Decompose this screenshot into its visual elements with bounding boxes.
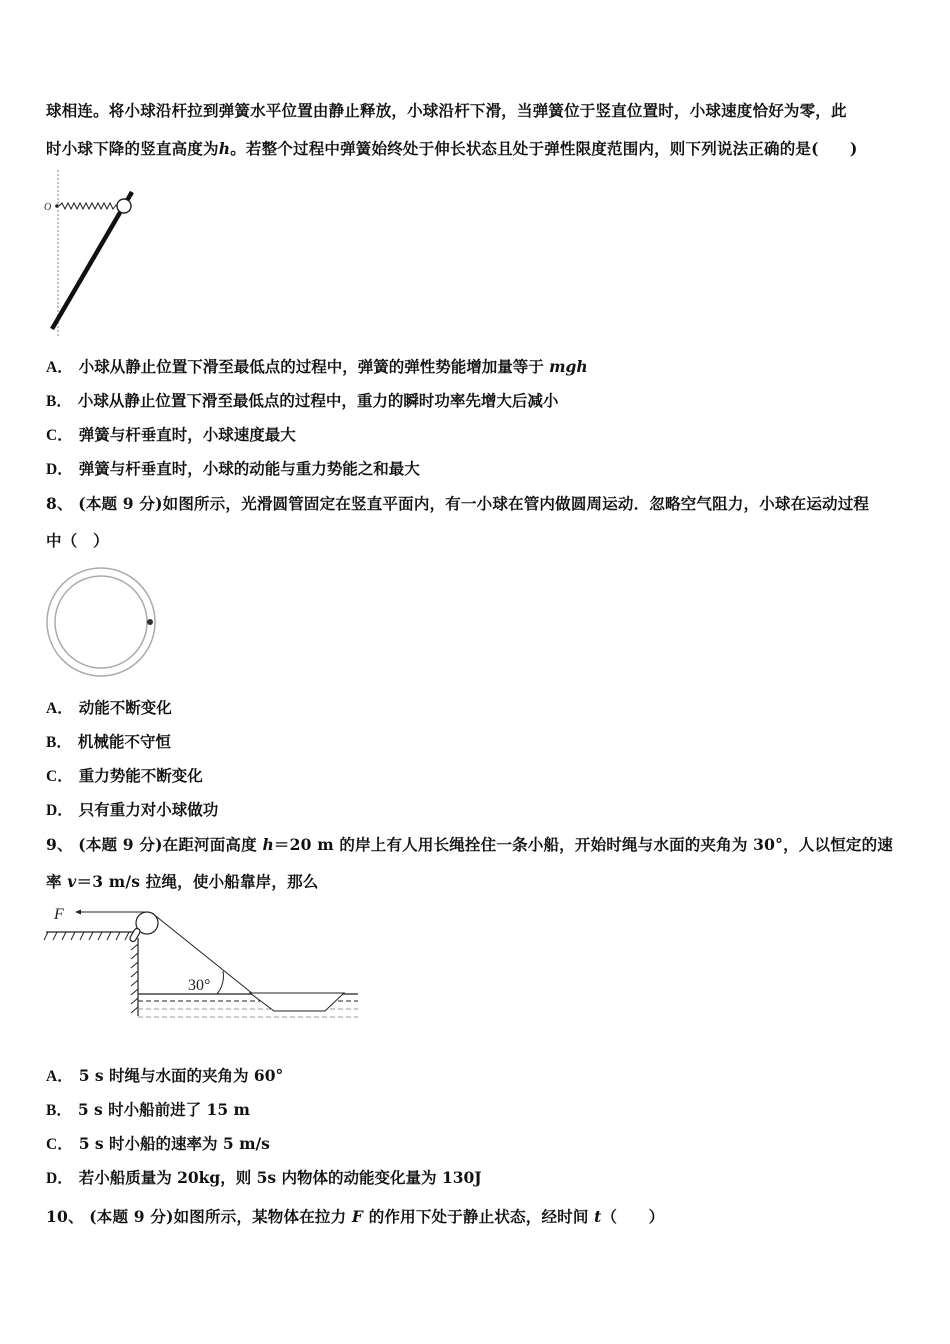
option-label: D．	[46, 802, 73, 819]
q8-option-c[interactable]	[46, 766, 203, 787]
q10-stem-text-3: （ ）	[601, 1207, 665, 1226]
q9-var-h: h	[262, 835, 274, 854]
option-text: 若小船质量为 20kg，则 5s 内物体的动能变化量为 130J	[78, 1168, 482, 1187]
q8-stem-line1: 8、 (本题 9 分)如图所示，光滑圆管固定在竖直平面内，有一小球在管内做圆周运动．忽略空气阻力，小球在运动过程	[46, 494, 870, 513]
q9-option-a[interactable]	[46, 1066, 283, 1087]
option-text: 只有重力对小球做功	[78, 800, 219, 819]
q9-label-angle: 30°	[188, 977, 211, 994]
q7-figure-spring-rod	[40, 165, 200, 340]
option-label: B．	[46, 1102, 72, 1119]
q9-stem-text: 9、 (本题 9 分)在距河面高度	[46, 835, 263, 854]
q9-stem-text-4: ＝3 m/s 拉绳，使小船靠岸，那么	[76, 872, 319, 891]
q9-option-d[interactable]	[46, 1168, 482, 1189]
option-text: 5 s 时小船前进了 15 m	[77, 1100, 250, 1119]
q7-option-d[interactable]	[46, 459, 420, 480]
q9-stem-text-2: ＝20 m 的岸上有人用长绳拴住一条小船，开始时绳与水面的夹角为 30°，人以恒定的速	[273, 835, 894, 854]
q7-label-o: O	[44, 202, 52, 213]
q8-option-d[interactable]	[46, 800, 218, 821]
option-label: D．	[46, 461, 73, 478]
option-label: C．	[46, 427, 73, 444]
option-text: 弹簧与杆垂直时，小球的动能与重力势能之和最大	[78, 459, 420, 478]
q9-stem-text-3: 率	[46, 872, 68, 891]
option-label: A．	[46, 700, 73, 717]
q9-label-f: F	[54, 906, 64, 923]
q9-figure-boat-pulley	[40, 898, 370, 1028]
q8-stem-line2: 中（ ）	[46, 531, 109, 550]
q8-option-a[interactable]	[46, 698, 172, 719]
q10-var-f: F	[351, 1207, 364, 1226]
option-text: 5 s 时绳与水面的夹角为 60°	[78, 1066, 284, 1085]
q7-stem-text: 时小球下降的竖直高度为	[46, 139, 219, 158]
option-var: mgh	[549, 357, 588, 376]
q7-option-a[interactable]	[46, 357, 588, 378]
option-label: B．	[46, 734, 72, 751]
q7-stem-line2	[46, 139, 858, 159]
q10-stem-text-2: 的作用下处于静止状态，经时间	[363, 1207, 595, 1226]
q9-option-c[interactable]	[46, 1134, 270, 1155]
option-text: 小球从静止位置下滑至最低点的过程中，弹簧的弹性势能增加量等于	[78, 357, 550, 376]
option-label: A．	[46, 359, 73, 376]
q10-stem-text: 10、 (本题 9 分)如图所示，某物体在拉力	[46, 1207, 352, 1226]
q9-var-v: v	[67, 872, 77, 891]
q7-stem-line1: 球相连。将小球沿杆拉到弹簧水平位置由静止释放，小球沿杆下滑，当弹簧位于竖直位置时，小球速度恰好为零，此	[46, 101, 847, 120]
option-label: C．	[46, 1136, 73, 1153]
option-text: 弹簧与杆垂直时，小球速度最大	[78, 425, 296, 444]
q9-option-b[interactable]	[46, 1100, 250, 1121]
q7-option-b[interactable]	[46, 391, 558, 412]
option-text: 动能不断变化	[78, 698, 172, 717]
q7-option-c[interactable]	[46, 425, 296, 446]
option-text: 小球从静止位置下滑至最低点的过程中，重力的瞬时功率先增大后减小	[77, 391, 559, 410]
q9-stem-line2	[46, 872, 318, 892]
option-label: B．	[46, 393, 72, 410]
q7-var-h: h	[218, 139, 231, 158]
option-text: 5 s 时小船的速率为 5 m/s	[78, 1134, 270, 1153]
option-text: 重力势能不断变化	[78, 766, 203, 785]
option-label: C．	[46, 768, 73, 785]
q7-stem-text-2: 。若整个过程中弹簧始终处于伸长状态且处于弹性限度范围内，则下列说法正确的是( )	[230, 139, 858, 158]
q8-figure-circular-tube	[40, 560, 170, 685]
q10-var-t: t	[594, 1207, 602, 1226]
q8-option-b[interactable]	[46, 732, 171, 753]
option-label: D．	[46, 1170, 73, 1187]
q9-stem-line1	[46, 835, 893, 855]
q10-stem	[46, 1207, 664, 1227]
option-label: A．	[46, 1068, 73, 1085]
option-text: 机械能不守恒	[77, 732, 171, 751]
